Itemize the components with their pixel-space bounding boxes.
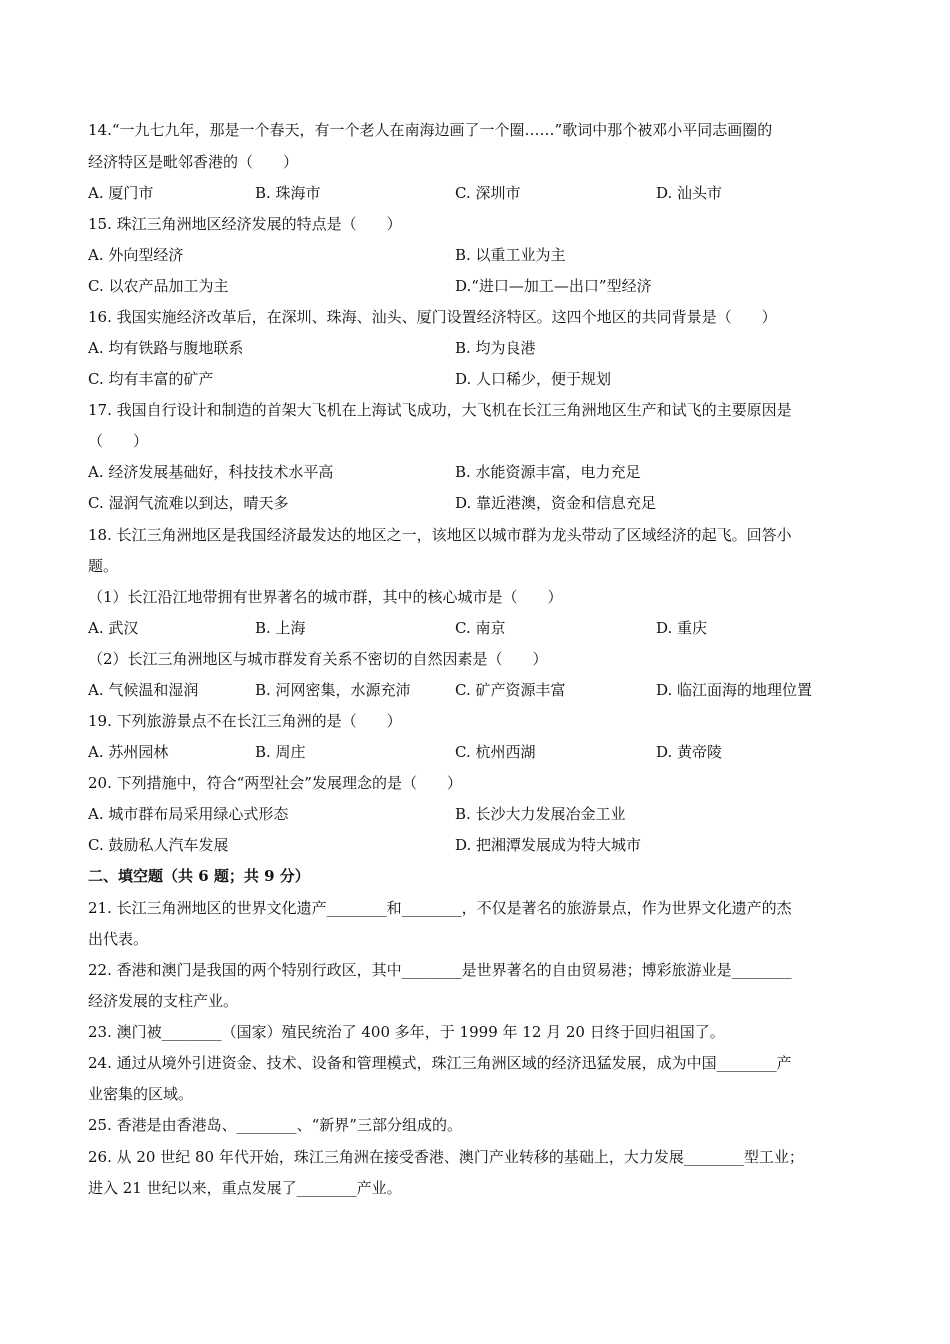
q20-option-d: D. 把湘潭发展成为特大城市	[455, 836, 642, 854]
q15-option-d: D.“进口—加工—出口”型经济	[455, 277, 652, 295]
q18-sub1-option-b: B. 上海	[255, 619, 306, 637]
q16-option-a: A. 均有铁路与腹地联系	[88, 339, 244, 357]
q19-stem: 19. 下列旅游景点不在长江三角洲的是（ ）	[88, 712, 402, 730]
q25-stem: 25. 香港是由香港岛、________、“新界”三部分组成的。	[88, 1116, 462, 1134]
q19-option-b: B. 周庄	[255, 743, 306, 761]
q20-option-a: A. 城市群布局采用绿心式形态	[88, 805, 289, 823]
q14-option-c: C. 深圳市	[455, 184, 521, 202]
q22-stem-line1: 22. 香港和澳门是我国的两个特别行政区，其中________是世界著名的自由贸易港；博彩旅游业是________	[88, 961, 792, 979]
q18-sub2-option-d: D. 临江面海的地理位置	[656, 681, 813, 699]
q23-stem: 23. 澳门被________（国家）殖民统治了 400 多年，于 1999 年 12 月 20 日终于回归祖国了。	[88, 1023, 725, 1041]
q15-option-a: A. 外向型经济	[88, 246, 184, 264]
q14-option-d: D. 汕头市	[656, 184, 723, 202]
section-title-fill-in: 二、填空题（共 6 题；共 9 分）	[88, 867, 310, 885]
q21-stem-line2: 出代表。	[88, 930, 149, 948]
q18-sub2-option-c: C. 矿产资源丰富	[455, 681, 566, 699]
q18-sub2-option-a: A. 气候温和湿润	[88, 681, 199, 699]
q14-option-a: A. 厦门市	[88, 184, 154, 202]
q14-option-b: B. 珠海市	[255, 184, 321, 202]
q24-stem-line1: 24. 通过从境外引进资金、技术、设备和管理模式，珠江三角洲区域的经济迅猛发展，成为中国________产	[88, 1054, 792, 1072]
q17-option-c: C. 湿润气流难以到达，晴天多	[88, 494, 289, 512]
q26-stem-line1: 26. 从 20 世纪 80 年代开始，珠江三角洲在接受香港、澳门产业转移的基础上，大力发展________型工业；	[88, 1148, 804, 1166]
q16-option-d: D. 人口稀少，便于规划	[455, 370, 612, 388]
q22-stem-line2: 经济发展的支柱产业。	[88, 992, 239, 1010]
q20-option-b: B. 长沙大力发展冶金工业	[455, 805, 626, 823]
q21-stem-line1: 21. 长江三角洲地区的世界文化遗产________和________，不仅是著名的旅游景点，作为世界文化遗产的杰	[88, 899, 792, 917]
q15-stem: 15. 珠江三角洲地区经济发展的特点是（ ）	[88, 215, 402, 233]
q14-stem-line1: 14.“一九七九年，那是一个春天，有一个老人在南海边画了一个圈……”歌词中那个被邓小平同志画圈的	[88, 121, 773, 139]
q17-stem-line1: 17. 我国自行设计和制造的首架大飞机在上海试飞成功，大飞机在长江三角洲地区生产和试飞的主要原因是	[88, 401, 792, 419]
q18-stem-line2: 题。	[88, 557, 119, 575]
q20-stem: 20. 下列措施中，符合“两型社会”发展理念的是（ ）	[88, 774, 462, 792]
q17-option-a: A. 经济发展基础好，科技技术水平高	[88, 463, 334, 481]
q18-sub1-option-d: D. 重庆	[656, 619, 708, 637]
q19-option-d: D. 黄帝陵	[656, 743, 723, 761]
q19-option-a: A. 苏州园林	[88, 743, 169, 761]
q18-sub1-stem: （1）长江沿江地带拥有世界著名的城市群，其中的核心城市是（ ）	[88, 588, 563, 606]
q16-option-c: C. 均有丰富的矿产	[88, 370, 214, 388]
q18-stem-line1: 18. 长江三角洲地区是我国经济最发达的地区之一，该地区以城市群为龙头带动了区域经济的起飞。回答小	[88, 526, 792, 544]
q16-stem: 16. 我国实施经济改革后，在深圳、珠海、汕头、厦门设置经济特区。这四个地区的共同背景是（ ）	[88, 308, 777, 326]
q26-stem-line2: 进入 21 世纪以来，重点发展了________产业。	[88, 1179, 402, 1197]
q15-option-c: C. 以农产品加工为主	[88, 277, 229, 295]
q15-option-b: B. 以重工业为主	[455, 246, 566, 264]
q18-sub2-option-b: B. 河网密集，水源充沛	[255, 681, 411, 699]
q18-sub2-stem: （2）长江三角洲地区与城市群发育关系不密切的自然因素是（ ）	[88, 650, 548, 668]
q18-sub1-option-a: A. 武汉	[88, 619, 139, 637]
q20-option-c: C. 鼓励私人汽车发展	[88, 836, 229, 854]
q14-stem-line2: 经济特区是毗邻香港的（ ）	[88, 153, 299, 171]
q18-sub1-option-c: C. 南京	[455, 619, 506, 637]
q16-option-b: B. 均为良港	[455, 339, 536, 357]
q17-option-b: B. 水能资源丰富，电力充足	[455, 463, 641, 481]
q19-option-c: C. 杭州西湖	[455, 743, 536, 761]
q24-stem-line2: 业密集的区域。	[88, 1085, 194, 1103]
q17-stem-line2: （ ）	[88, 432, 149, 450]
q17-option-d: D. 靠近港澳，资金和信息充足	[455, 494, 657, 512]
